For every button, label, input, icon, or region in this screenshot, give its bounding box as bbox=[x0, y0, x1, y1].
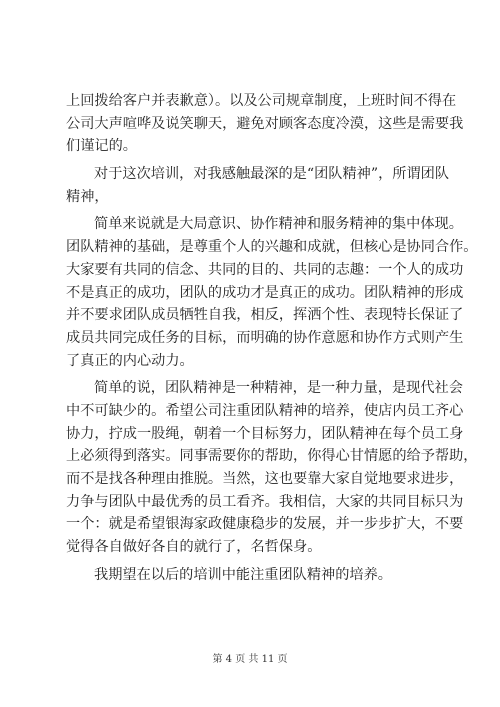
text-line: 公司大声喧哗及说笑聊天，避免对顾客态度冷漠，这些是需要我 bbox=[66, 115, 464, 132]
text-line: 觉得各自做好各自的就行了，名哲保身。 bbox=[66, 539, 322, 556]
text-line: 力争与团队中最优秀的员工看齐。我相信，大家的共同目标只为 bbox=[66, 493, 464, 510]
text-line: 我期望在以后的培训中能注重团队精神的培养。 bbox=[94, 566, 392, 583]
text-line: 们谨记的。 bbox=[66, 138, 137, 155]
text-line: 上必须得到落实。同事需要你的帮助，你得心甘情愿的给予帮助， bbox=[66, 448, 478, 465]
paragraph bbox=[66, 564, 438, 587]
paragraph bbox=[66, 90, 464, 158]
text-line: 简单来说就是大局意识、协作精神和服务精神的集中体现。 bbox=[94, 216, 463, 233]
page-footer: 第 4 页 共 11 页 bbox=[212, 654, 288, 665]
text-line: 了真正的内心动力。 bbox=[66, 352, 194, 369]
paragraph bbox=[66, 163, 450, 208]
text-line: 不是真正的成功，团队的成功才是真正的成功。团队精神的形成 bbox=[66, 284, 464, 301]
text-line: 对于这次培训，对我感触最深的是“团队精神”，所谓团队 bbox=[94, 166, 450, 183]
text-line: 精神， bbox=[66, 188, 109, 205]
text-line: 而不是找各种理由推脱。当然，这也要靠大家自觉地要求进步， bbox=[66, 471, 464, 487]
text-line: 并不要求团队成员牺牲自我，相反，挥洒个性、表现特长保证了 bbox=[66, 307, 464, 324]
text-line: 中不可缺少的。希望公司注重团队精神的培养，使店内员工齐心 bbox=[66, 402, 464, 419]
text-line: 大家要有共同的信念、共同的目的、共同的志趣：一个人的成功 bbox=[66, 261, 464, 278]
text-line: 协力，拧成一股绳，朝着一个目标努力，团队精神在每个员工身 bbox=[66, 425, 464, 442]
text-line: 成员共同完成任务的目标，而明确的协作意愿和协作方式则产生 bbox=[66, 329, 464, 346]
document-body bbox=[66, 90, 478, 586]
text-line: 一个：就是希望银海家政健康稳步的发展，并一步步扩大，不要 bbox=[66, 516, 464, 533]
text-line: 团队精神的基础，是尊重个人的兴趣和成就，但核心是协同合作。 bbox=[66, 239, 478, 256]
paragraph bbox=[66, 377, 478, 559]
text-line: 上回拨给客户并表歉意）。以及公司规章制度，上班时间不得在 bbox=[66, 93, 457, 109]
paragraph bbox=[66, 213, 478, 372]
text-line: 简单的说，团队精神是一种精神，是一种力量，是现代社会 bbox=[94, 380, 463, 397]
